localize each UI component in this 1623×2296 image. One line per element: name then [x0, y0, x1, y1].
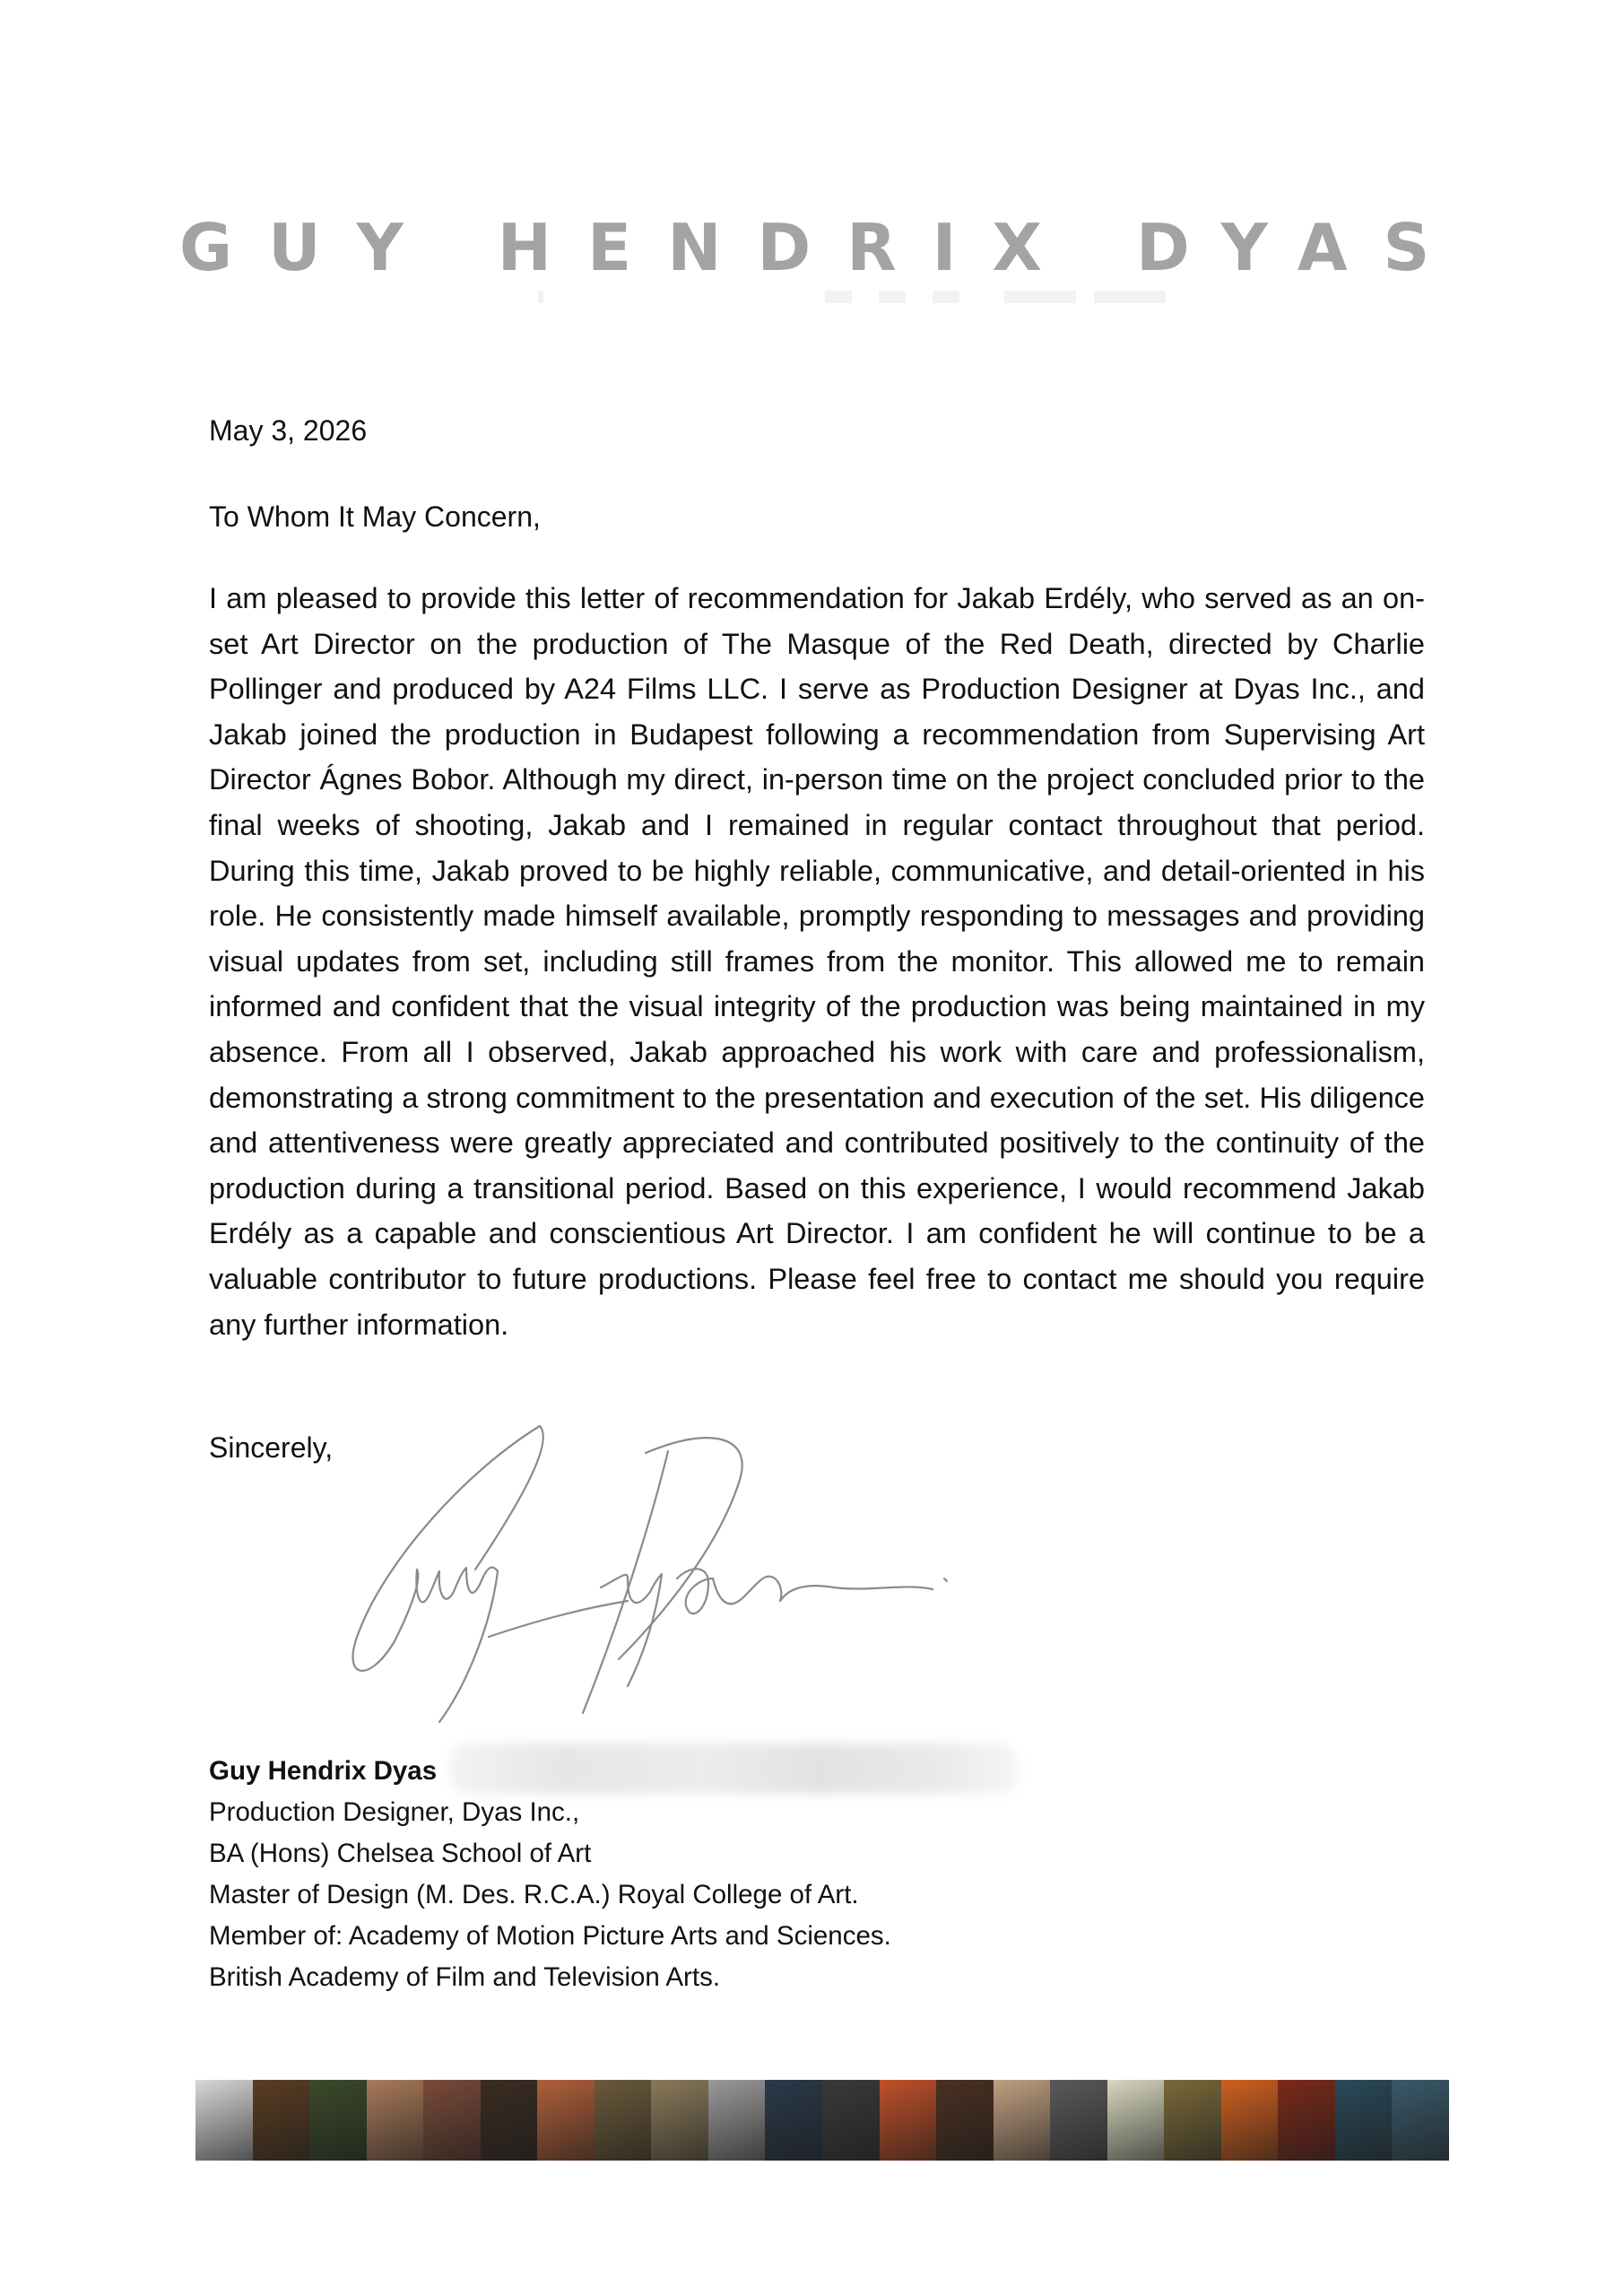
- film-still-thumbnail: [708, 2080, 766, 2161]
- film-still-thumbnail: [651, 2080, 708, 2161]
- signatory-membership-academy: Member of: Academy of Motion Picture Arts and Sciences.: [209, 1921, 891, 1951]
- film-still-thumbnail: [1278, 2080, 1335, 2161]
- film-still-thumbnail: [195, 2080, 253, 2161]
- film-still-thumbnail: [309, 2080, 367, 2161]
- film-still-thumbnail: [1335, 2080, 1393, 2161]
- signatory-title: Production Designer, Dyas Inc.,: [209, 1797, 580, 1827]
- film-still-thumbnail: [1221, 2080, 1279, 2161]
- film-still-thumbnail: [423, 2080, 481, 2161]
- letter-body: I am pleased to provide this letter of recommendation for Jakab Erdély, who served as an on-set Art Director on the production of The Masque of the Red Death, directed by Charlie Pollinger and produced by A24 Films LLC. I serve as Production Designer at Dyas Inc., and Jakab joined the production in Budapest following a recommendation from Supervising Art Director Ágnes Bobor. Although my direct, in-person time on the project concluded prior to the final weeks of shooting, Jakab and I remained in regular contact throughout that period. During this time, Jakab proved to be highly reliable, communicative, and detail-oriented in his role. He consistently made himself available, promptly responding to messages and providing visual updates from set, including still frames from the monitor. This allowed me to remain informed and confident that the visual integrity of the production was being maintained in my absence. From all I observed, Jakab approached his work with care and professionalism, demonstrating a strong commitment to the presentation and execution of the set. His diligence and attentiveness were greatly appreciated and contributed positively to the continuity of the production during a transitional period. Based on this experience, I would recommend Jakab Erdély as a capable and conscientious Art Director. I am confident he will continue to be a valuable contributor to future productions. Please feel free to contact me should you require any further information.: [209, 582, 1425, 1341]
- letter-salutation: To Whom It May Concern,: [209, 500, 541, 533]
- letter-date: May 3, 2026: [209, 414, 368, 447]
- film-still-thumbnail: [1107, 2080, 1165, 2161]
- film-still-thumbnail: [765, 2080, 822, 2161]
- signatory-education-ba: BA (Hons) Chelsea School of Art: [209, 1839, 592, 1868]
- film-still-thumbnail: [936, 2080, 994, 2161]
- letter-closing: Sincerely,: [209, 1431, 334, 1464]
- signature-block: [209, 1751, 891, 1998]
- film-still-thumbnail: [822, 2080, 880, 2161]
- handwritten-signature: [332, 1417, 1013, 1731]
- letterhead-logo: GUY HENDRIX DYAS: [179, 210, 1466, 285]
- film-still-thumbnail: [481, 2080, 538, 2161]
- film-still-thumbnail: [1050, 2080, 1107, 2161]
- signatory-membership-bafta: British Academy of Film and Television Arts.: [209, 1962, 721, 1992]
- signatory-education-mdes: Master of Design (M. Des. R.C.A.) Royal College of Art.: [209, 1880, 859, 1909]
- film-still-thumbnail: [880, 2080, 937, 2161]
- letterhead-faint-subline: [502, 285, 1309, 312]
- film-still-thumbnail: [253, 2080, 310, 2161]
- film-still-thumbnail: [537, 2080, 595, 2161]
- signatory-name: Guy Hendrix Dyas: [209, 1756, 438, 1786]
- film-stills-strip: [195, 2080, 1449, 2161]
- film-still-thumbnail: [1164, 2080, 1221, 2161]
- film-still-thumbnail: [595, 2080, 652, 2161]
- film-still-thumbnail: [367, 2080, 424, 2161]
- film-still-thumbnail: [1392, 2080, 1449, 2161]
- film-still-thumbnail: [994, 2080, 1051, 2161]
